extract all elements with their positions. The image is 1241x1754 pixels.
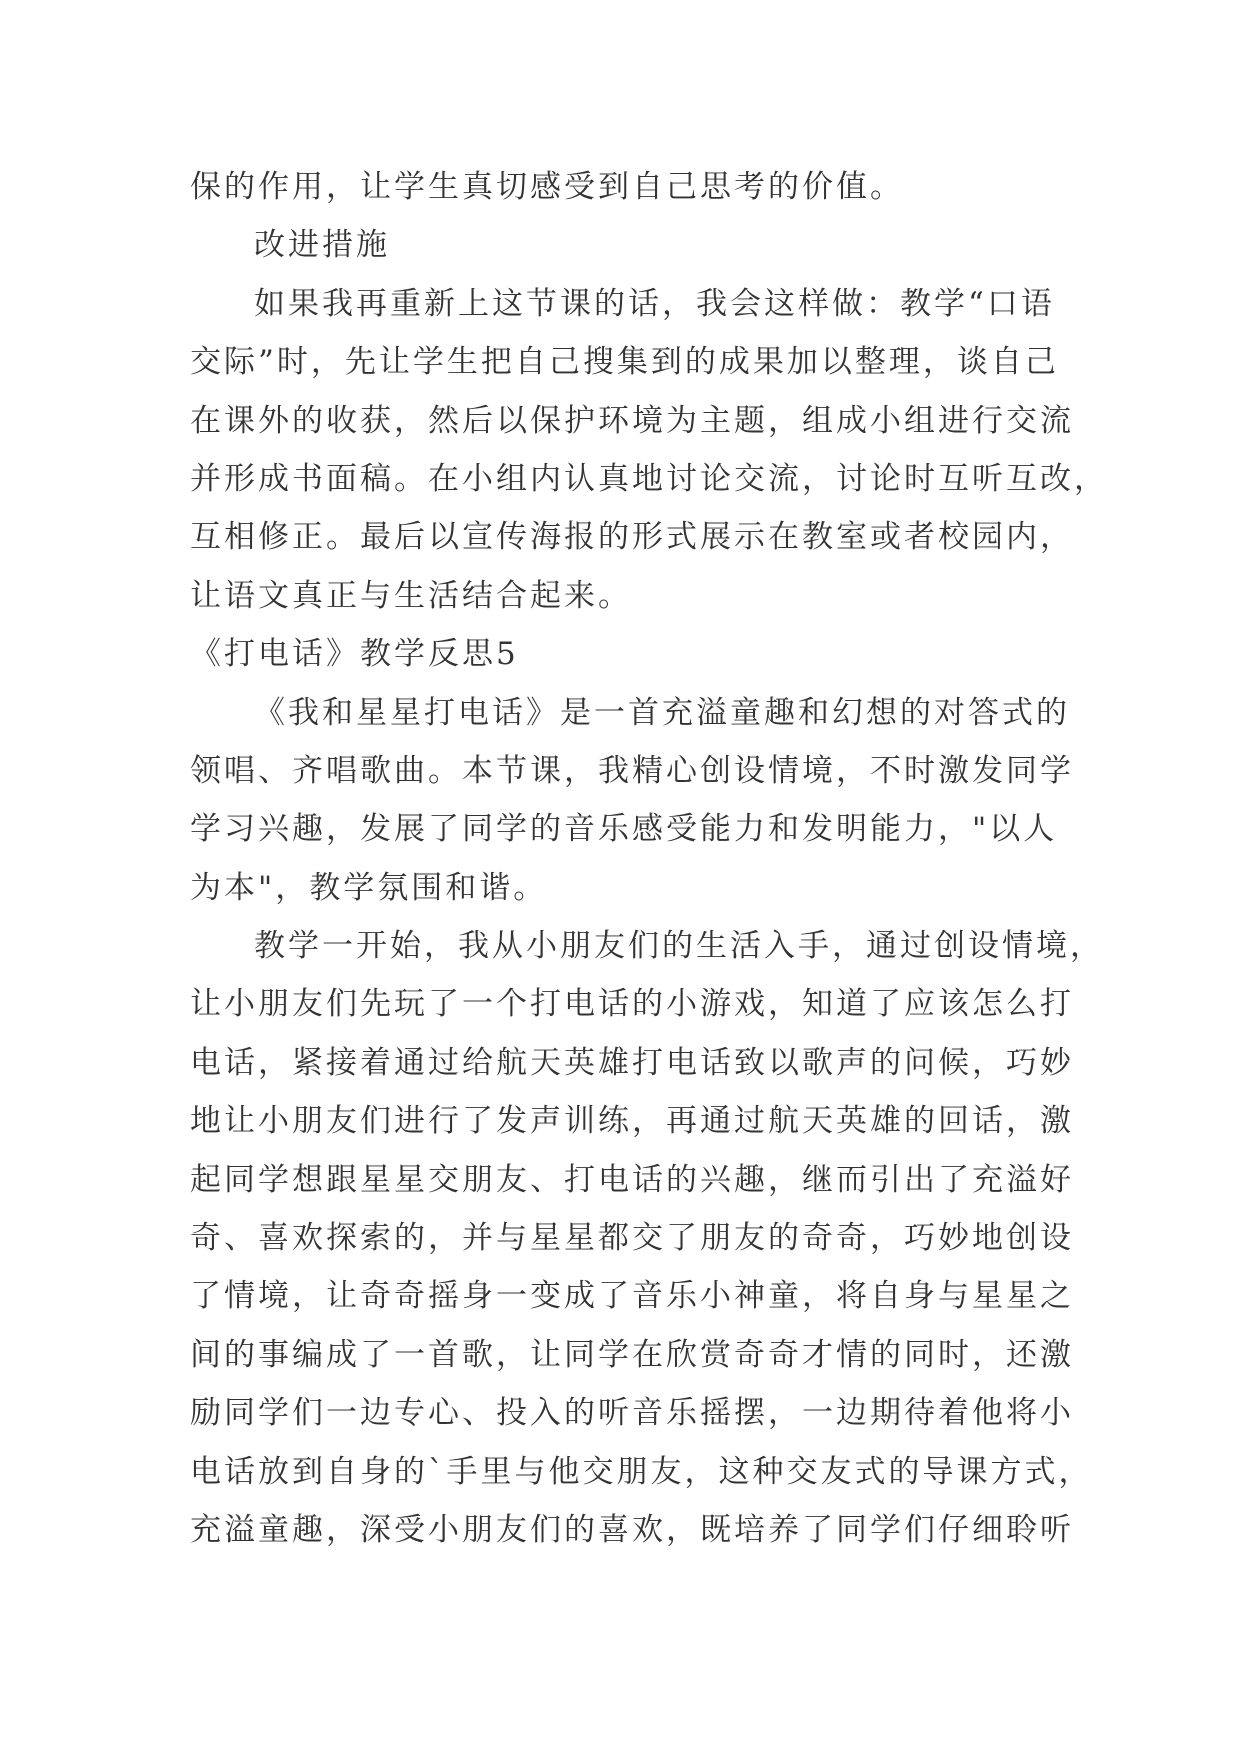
text-line: 充溢童趣，深受小朋友们的喜欢，既培养了同学们仔细聆听 (190, 1511, 1074, 1548)
text-line: 为本"，教学氛围和谐。 (190, 869, 548, 906)
text-line: 励同学们一边专心、投入的听音乐摇摆，一边期待着他将小 (190, 1395, 1074, 1432)
text-line: 了情境，让奇奇摇身一变成了音乐小神童，将自身与星星之 (190, 1278, 1074, 1315)
text-line: 学习兴趣，发展了同学的音乐感受能力和发明能力，"以人 (190, 811, 1058, 848)
text-line: 领唱、齐唱歌曲。本节课，我精心创设情境，不时激发同学 (190, 752, 1074, 789)
text-line: 间的事编成了一首歌，让同学在欣赏奇奇才情的同时，还激 (190, 1336, 1074, 1373)
text-line: 教学一开始，我从小朋友们的生活入手，通过创设情境， (254, 928, 1104, 965)
text-line: 互相修正。最后以宣传海报的形式展示在教室或者校园内， (190, 519, 1074, 556)
text-line: 起同学想跟星星交朋友、打电话的兴趣，继而引出了充溢好 (190, 1161, 1074, 1198)
section-heading-improvement: 改进措施 (254, 227, 390, 264)
text-line: 让小朋友们先玩了一个打电话的小游戏，知道了应该怎么打 (190, 986, 1074, 1023)
text-line: 并形成书面稿。在小组内认真地讨论交流，讨论时互听互改， (190, 460, 1108, 497)
text-line: 如果我再重新上这节课的话，我会这样做：教学“口语 (254, 285, 1055, 322)
text-line: 地让小朋友们进行了发声训练，再通过航天英雄的回话，激 (190, 1103, 1074, 1140)
text-line: 让语文真正与生活结合起来。 (190, 577, 632, 614)
document-body (190, 158, 1108, 1559)
text-line: 电话，紧接着通过给航天英雄打电话致以歌声的问候，巧妙 (190, 1044, 1074, 1081)
text-line: 《我和星星打电话》是一首充溢童趣和幻想的对答式的 (254, 694, 1070, 731)
text-line: 交际”时，先让学生把自己搜集到的成果加以整理，谈自己 (190, 344, 1059, 381)
text-line: 在课外的收获，然后以保护环境为主题，组成小组进行交流 (190, 402, 1074, 439)
text-line: 奇、喜欢探索的，并与星星都交了朋友的奇奇，巧妙地创设 (190, 1220, 1074, 1257)
text-line: 电话放到自身的`手里与他交朋友，这种交友式的导课方式， (190, 1453, 1093, 1490)
article-title: 《打电话》教学反思5 (190, 636, 519, 673)
text-line: 保的作用，让学生真切感受到自己思考的价值。 (190, 169, 904, 205)
